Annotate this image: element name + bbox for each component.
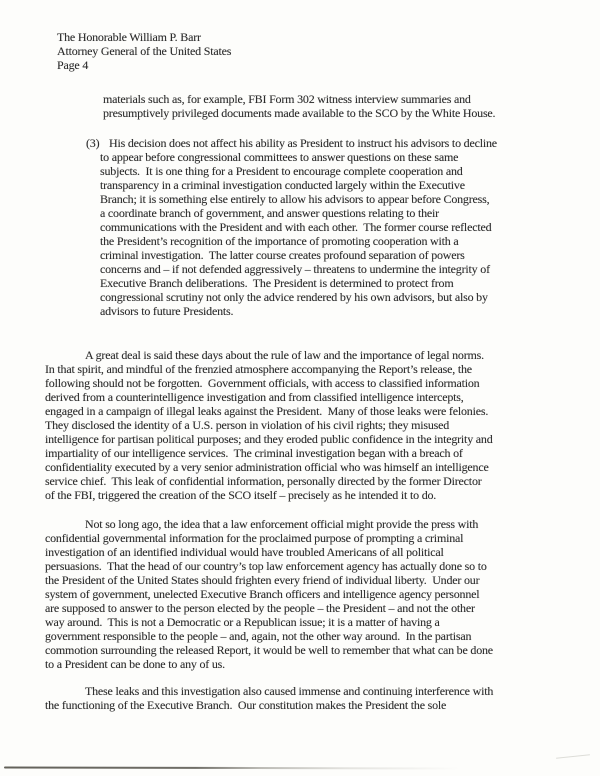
numbered-item-3 bbox=[86, 136, 560, 318]
text-line: Branch; it is something else entirely to allow his advisors to appear before Congress, bbox=[100, 192, 490, 206]
excerpt-continuation bbox=[103, 92, 560, 120]
text-line: The Honorable William P. Barr bbox=[57, 30, 201, 44]
numbered-item-text bbox=[100, 136, 560, 318]
text-line: subjects. It is one thing for a President to encourage complete cooperation and bbox=[100, 164, 463, 178]
text-line: the functioning of the Executive Branch. Our constitution makes the President the sole bbox=[45, 698, 447, 712]
text-line: materials such as, for example, FBI Form 302 witness interview summaries and bbox=[103, 92, 471, 106]
text-line: engaged in a campaign of illegal leaks against the President. Many of those leaks were felonies. bbox=[45, 404, 489, 418]
text-line: confidential governmental information for the proclaimed purpose of prompting a criminal bbox=[45, 531, 464, 545]
text-line: Attorney General of the United States bbox=[57, 44, 232, 58]
paragraph-these-leaks bbox=[45, 684, 560, 712]
text-line: A great deal is said these days about the rule of law and the importance of legal norms. bbox=[85, 348, 484, 362]
text-line: way around. This is not a Democratic or a Republican issue; it is a matter of having a bbox=[45, 615, 440, 629]
text-line: a coordinate branch of government, and answer questions relating to their bbox=[100, 206, 439, 220]
text-line: government responsible to the people – and, again, not the other way around. In the partisan bbox=[45, 629, 472, 643]
text-line: advisors to future Presidents. bbox=[100, 304, 234, 318]
text-line: are supposed to answer to the person elected by the people – the President – and not the other bbox=[45, 601, 475, 615]
text-line: These leaks and this investigation also caused immense and continuing interference with bbox=[85, 684, 494, 698]
text-line: to appear before congressional committees to answer questions on these same bbox=[100, 150, 459, 164]
text-line: Not so long ago, the idea that a law enforcement official might provide the press with bbox=[85, 517, 479, 531]
text-line: investigation of an identified individual would have troubled Americans of all political bbox=[45, 545, 444, 559]
text-line: communications with the President and with each other. The former course reflected bbox=[100, 220, 492, 234]
text-line: concerns and – if not defended aggressively – threatens to undermine the integrity of bbox=[100, 262, 490, 276]
paragraph-text bbox=[45, 517, 560, 671]
text-line: commotion surrounding the released Report, it would be well to remember that what can be done bbox=[45, 643, 493, 657]
addressee-block bbox=[57, 30, 560, 72]
text-line: They disclosed the identity of a U.S. person in violation of his civil rights; they misused bbox=[45, 418, 450, 432]
paragraph-text bbox=[45, 348, 560, 502]
text-line: the President of the United States should frighten every friend of individual liberty. Under our bbox=[45, 573, 480, 587]
text-line: of the FBI, triggered the creation of the SCO itself – precisely as he intended it to do. bbox=[45, 488, 437, 502]
text-line: the President’s recognition of the importance of promoting cooperation with a bbox=[100, 234, 459, 248]
text-line: intelligence for partisan political purposes; and they eroded public confidence in the integrity and bbox=[45, 432, 493, 446]
text-line: service chief. This leak of confidential information, personally directed by the former Director bbox=[45, 474, 482, 488]
numbered-item-marker: (3) bbox=[86, 136, 100, 150]
text-line: confidentiality executed by a very senior administration official who was himself an intelligence bbox=[45, 460, 489, 474]
text-line: system of government, unelected Executive Branch officers and intelligence agency personnel bbox=[45, 587, 480, 601]
paragraph-rule-of-law bbox=[45, 348, 560, 502]
text-line: to a President can be done to any of us. bbox=[45, 657, 225, 671]
text-line: In that spirit, and mindful of the frenzied atmosphere accompanying the Report’s release, the bbox=[45, 362, 472, 376]
text-line: impartiality of our intelligence services. The criminal investigation began with a breach of bbox=[45, 446, 463, 460]
text-line: criminal investigation. The latter course creates profound separation of powers bbox=[100, 248, 465, 262]
text-line: derived from a counterintelligence investigation and from classified intelligence intercepts, bbox=[45, 390, 464, 404]
text-line: Page 4 bbox=[57, 58, 89, 72]
paragraph-not-so-long-ago bbox=[45, 517, 560, 671]
text-line: presumptively privileged documents made available to the SCO by the White House. bbox=[103, 106, 496, 120]
text-line: Executive Branch deliberations. The President is determined to protect from bbox=[100, 276, 454, 290]
text-line: congressional scrutiny not only the advice rendered by his own advisors, but also by bbox=[100, 290, 488, 304]
paragraph-text bbox=[45, 684, 560, 712]
text-line: following should not be forgotten. Government officials, with access to classified information bbox=[45, 376, 480, 390]
text-line: transparency in a criminal investigation conducted largely within the Executive bbox=[100, 178, 465, 192]
text-line: His decision does not affect his ability as President to instruct his advisors to decline bbox=[109, 136, 497, 150]
text-line: persuasions. That the head of our country’s top law enforcement agency has actually done so to bbox=[45, 559, 487, 573]
